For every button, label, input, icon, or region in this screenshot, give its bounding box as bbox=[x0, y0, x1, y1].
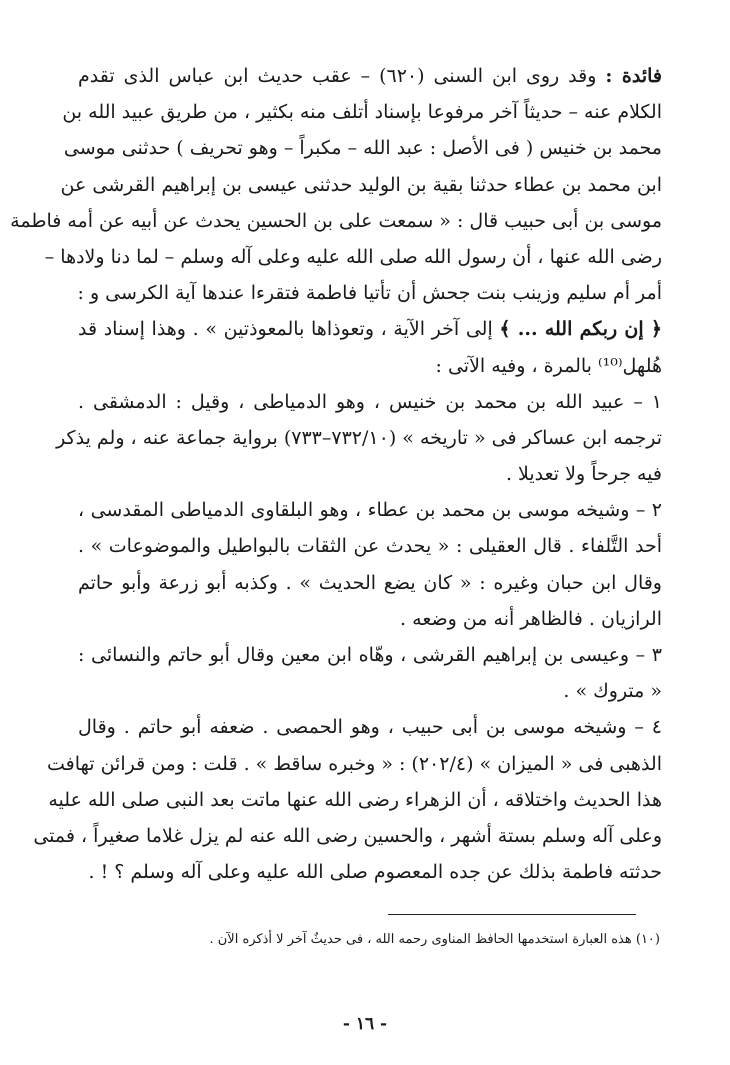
bold-lead: فائدة : bbox=[605, 65, 662, 87]
line-text: « متروك » . bbox=[563, 680, 662, 703]
line-text: ٢ – وشيخه موسى بن محمد بن عطاء ، وهو البلقاوى الدمياطى المقدسى ، bbox=[78, 499, 662, 522]
text-line bbox=[78, 565, 662, 601]
text-line bbox=[48, 782, 662, 818]
footnote-separator bbox=[388, 914, 636, 915]
text-line bbox=[44, 239, 662, 275]
line-text: هذا الحديث واختلاقه ، أن الزهراء رضى الله عنها ماتت بعد النبى صلى الله عليه bbox=[48, 788, 662, 811]
text-line bbox=[56, 420, 662, 456]
text-line bbox=[10, 203, 662, 239]
line-text: إلى آخر الآية ، وتعوذاها بالمعوذتين » . وهذا إسناد قد bbox=[78, 318, 500, 341]
line-text: موسى بن أبى حبيب قال : « سمعت على بن الحسين يحدث عن أبيه عن أمه فاطمة bbox=[10, 209, 662, 232]
text-line bbox=[46, 746, 662, 782]
line-text: ٤ – وشيخه موسى بن أبى حبيب ، وهو الحمصى . ضعفه أبو حاتم . وقال bbox=[78, 716, 662, 739]
text-line bbox=[78, 637, 662, 673]
footnote: (١٠) هذه العبارة استخدمها الحافظ المناوى رحمه الله ، فى حديثٌ آخر لا أذكره الآن . bbox=[209, 932, 660, 947]
text-line bbox=[78, 601, 662, 637]
line-text: الكلام عنه – حديثاً آخر مرفوعا بإسناد أتلف منه بكثير ، من طريق عبيد الله بن bbox=[62, 101, 662, 124]
line-text: هُلهل⁽¹⁰⁾ بالمرة ، وفيه الآتى : bbox=[435, 354, 662, 377]
text-line bbox=[78, 456, 662, 492]
text-line bbox=[78, 709, 662, 745]
text-line bbox=[78, 58, 662, 94]
line-text: ٣ – وعيسى بن إبراهيم القرشى ، وهّاه ابن معين وقال أبو حاتم والنسائى : bbox=[78, 644, 662, 666]
text-line bbox=[78, 854, 662, 890]
text-line bbox=[78, 311, 662, 347]
line-text: الرازيان . فالظاهر أنه من وضعه . bbox=[400, 607, 662, 630]
line-text: وعلى آله وسلم بستة أشهر ، والحسين رضى الله عنه لم يزل غلاما صغيراً ، فمتى bbox=[33, 824, 662, 847]
line-text: وقد روى ابن السنى (٦٢٠) – عقب حديث ابن عباس الذى تقدم bbox=[78, 65, 606, 87]
text-line bbox=[78, 492, 662, 528]
line-text: ترجمه ابن عساكر فى « تاريخه » (٧٣٢/١٠–٧٣٣) برواية جماعة عنه ، ولم يذكر bbox=[56, 426, 662, 449]
line-text: ابن محمد بن عطاء حدثنا بقية بن الوليد حدثنى عيسى بن إبراهيم القرشى عن bbox=[60, 173, 662, 196]
text-line bbox=[78, 275, 662, 311]
line-text: ١ – عبيد الله بن محمد بن خنيس ، وهو الدمياطى ، وقيل : الدمشقى . bbox=[78, 390, 662, 413]
text-line bbox=[33, 818, 662, 854]
text-line bbox=[78, 384, 662, 420]
line-text: وقال ابن حبان وغيره : « كان يضع الحديث » . وكذبه أبو زرعة وأبو حاتم bbox=[78, 571, 662, 594]
bold-lead: ﴿ إن ربكم الله ... ﴾ bbox=[499, 318, 662, 341]
line-text: رضى الله عنها ، أن رسول الله صلى الله عليه وعلى آله وسلم – لما دنا ولادها – bbox=[44, 245, 662, 268]
text-line bbox=[62, 94, 662, 130]
line-text: فيه جرحاً ولا تعديلا . bbox=[505, 463, 662, 486]
line-text: محمد بن خنيس ( فى الأصل : عبد الله – مكبراً – وهو تحريف ) حدثنى موسى bbox=[63, 137, 662, 160]
line-text: أحد التَّلفاء . قال العقيلى : « يحدث عن الثقات بالبواطيل والموضوعات » . bbox=[78, 535, 662, 558]
text-line bbox=[78, 348, 662, 384]
line-text: الذهبى فى « الميزان » (٢٠٢/٤) : « وخبره ساقط » . قلت : ومن قرائن تهافت bbox=[46, 752, 662, 775]
text-line bbox=[78, 528, 662, 564]
main-text bbox=[10, 58, 662, 890]
line-text: حدثته فاطمة بذلك عن جده المعصوم صلى الله عليه وعلى آله وسلم ؟ ! . bbox=[88, 861, 662, 884]
text-line bbox=[78, 673, 662, 709]
page-number: - ١٦ - bbox=[342, 1014, 388, 1034]
line-text: أمر أم سليم وزينب بنت جحش أن تأتيا فاطمة فتقرءا عندها آية الكرسى و : bbox=[77, 282, 662, 305]
text-line bbox=[60, 167, 662, 203]
text-line bbox=[63, 130, 662, 166]
